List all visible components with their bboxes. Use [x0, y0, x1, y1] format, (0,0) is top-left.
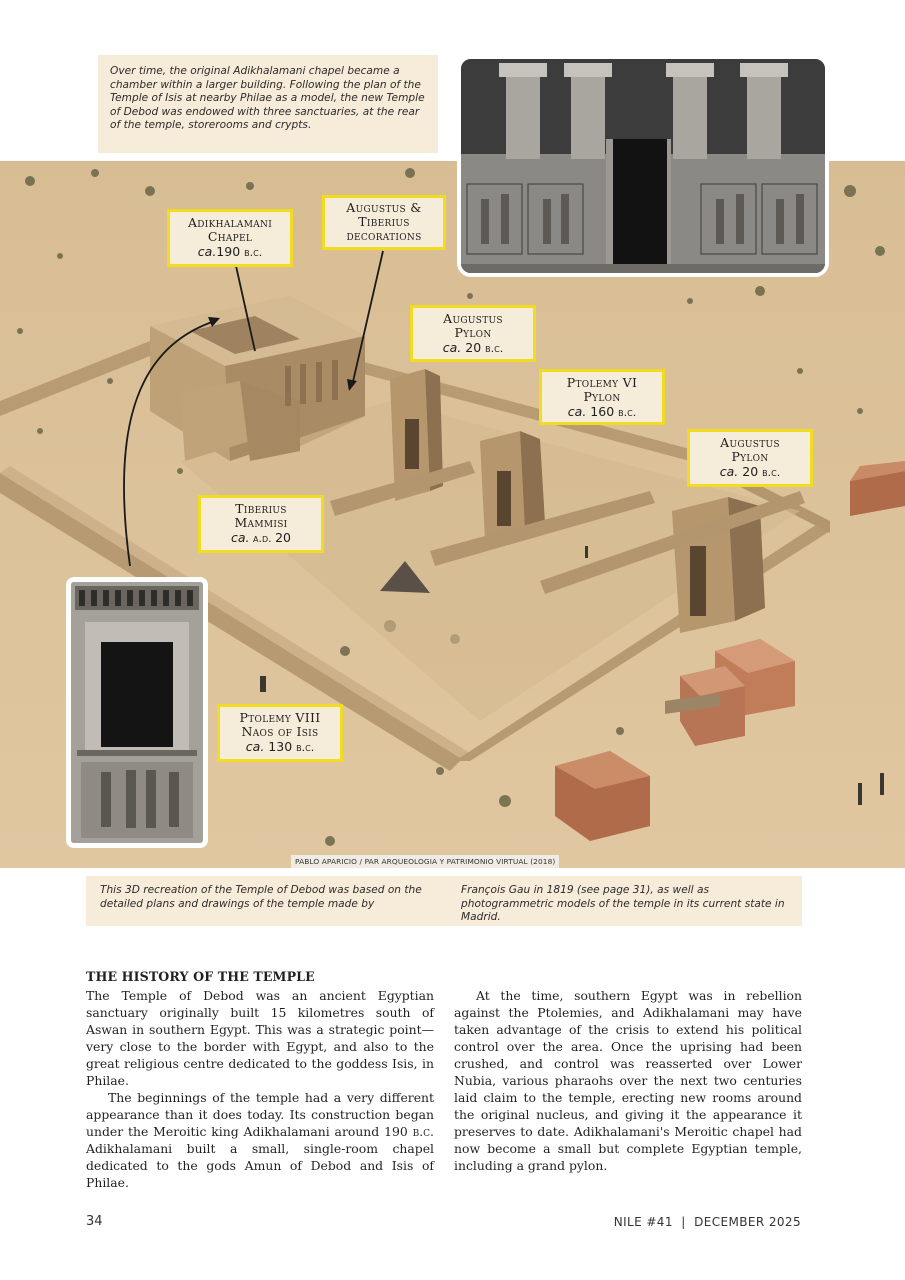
label-era: a.d.: [249, 532, 276, 545]
label-title: Mammisi: [234, 515, 288, 530]
label-title: Ptolemy VI: [566, 375, 638, 390]
article-heading: THE HISTORY OF THE TEMPLE: [86, 969, 315, 984]
top-caption: Over time, the original Adikhalamani chapel became a chamber within a larger building. Following the plan of the Temple of Isis at nearby Philae as a model, the new Temple of Debod was endowed with three sanctuaries, at the rear of the temple, storerooms and crypts.: [98, 55, 438, 153]
bottom-caption: [86, 876, 802, 926]
label-title: Augustus: [720, 435, 780, 450]
label-title: Adikhalamani: [187, 215, 273, 230]
label-date-prefix: ca.: [230, 530, 250, 545]
label-era: b.c.: [296, 741, 315, 754]
label-title: Ptolemy VIII: [239, 710, 321, 725]
paragraph: At the time, southern Egypt was in rebellion against the Ptolemies, and Adikhalamani may have taken advantage of the crisis to extend his political control over the area. Once the uprising had been crushed, and control was reasserted over Lower Nubia, various pharaohs over the next two centuries laid claim to the temple, erecting new rooms around the original nucleus, and giving it the appearance it preserves to date. Adikhalamani's Meroitic chapel had now become a small but complete Egyptian temple, including a grand pylon.: [454, 988, 802, 1173]
paragraph-text: The beginnings of the temple had a very different appearance than it does today. Its construction began under the Meroitic king Adikhalamani around 190: [86, 1090, 434, 1139]
label-augustus-tiberius-decorations: [322, 195, 446, 250]
label-date-prefix: ca.: [197, 244, 217, 259]
label-ptolemy-viii-naos: [217, 704, 343, 762]
label-date: 130: [264, 739, 297, 754]
label-augustus-pylon-1: [410, 305, 536, 362]
label-date-prefix: ca.: [719, 464, 739, 479]
label-ptolemy-vi-pylon: [539, 369, 665, 425]
label-adikhalamani-chapel: [167, 209, 293, 267]
paragraph-text: Adikhalamani built a small, single-room chapel dedicated to the gods Amun of Debod and Isis of Philae.: [86, 1141, 434, 1190]
label-title: Tiberius: [358, 214, 410, 229]
paragraph: [86, 1089, 434, 1191]
label-date-prefix: ca.: [567, 404, 587, 419]
label-date: 160: [586, 404, 619, 419]
label-title: Pylon: [583, 389, 621, 404]
label-title: Pylon: [454, 325, 492, 340]
label-augustus-pylon-2: [687, 429, 813, 487]
label-title: Augustus: [443, 311, 503, 326]
issue-info: NILE #41 | DECEMBER 2025: [613, 1215, 801, 1229]
label-title: Augustus &: [346, 200, 422, 215]
label-title: Chapel: [207, 229, 253, 244]
bottom-caption-right: François Gau in 1819 (see page 31), as well as photogrammetric models of the temple in its current state in Madrid.: [461, 884, 785, 923]
bottom-caption-left: This 3D recreation of the Temple of Debod was based on the detailed plans and drawings of the temple made by: [100, 884, 422, 910]
naos-inset-image: [66, 577, 208, 848]
label-date-prefix: ca.: [245, 739, 265, 754]
label-date: 190: [216, 244, 245, 259]
label-date: 20: [738, 464, 763, 479]
label-date-prefix: ca.: [442, 340, 462, 355]
article-column-1: [86, 987, 434, 1191]
paragraph: The Temple of Debod was an ancient Egyptian sanctuary originally built 15 kilometres south of Aswan in southern Egypt. This was a strategic point—very close to the border with Egypt, and also to the great religious centre dedicated to the goddess Isis, in Philae.: [86, 988, 434, 1088]
label-tiberius-mammisi: [198, 495, 324, 553]
label-era: b.c.: [762, 466, 781, 479]
page-number: 34: [86, 1214, 103, 1229]
chapel-facade-inset-image: [457, 55, 829, 277]
label-date: 20: [275, 530, 292, 545]
label-date: 20: [461, 340, 486, 355]
era-text: b.c.: [412, 1124, 434, 1139]
label-title: Pylon: [731, 449, 769, 464]
label-title: decorations: [346, 228, 422, 243]
image-credit: PABLO APARICIO / PAR ARQUEOLOGIA Y PATRIMONIO VIRTUAL (2018): [291, 855, 559, 868]
label-title: Naos of Isis: [241, 724, 319, 739]
label-era: b.c.: [244, 246, 263, 259]
label-era: b.c.: [485, 342, 504, 355]
article-column-2: [454, 987, 802, 1174]
label-era: b.c.: [618, 406, 637, 419]
label-title: Tiberius: [235, 501, 287, 516]
